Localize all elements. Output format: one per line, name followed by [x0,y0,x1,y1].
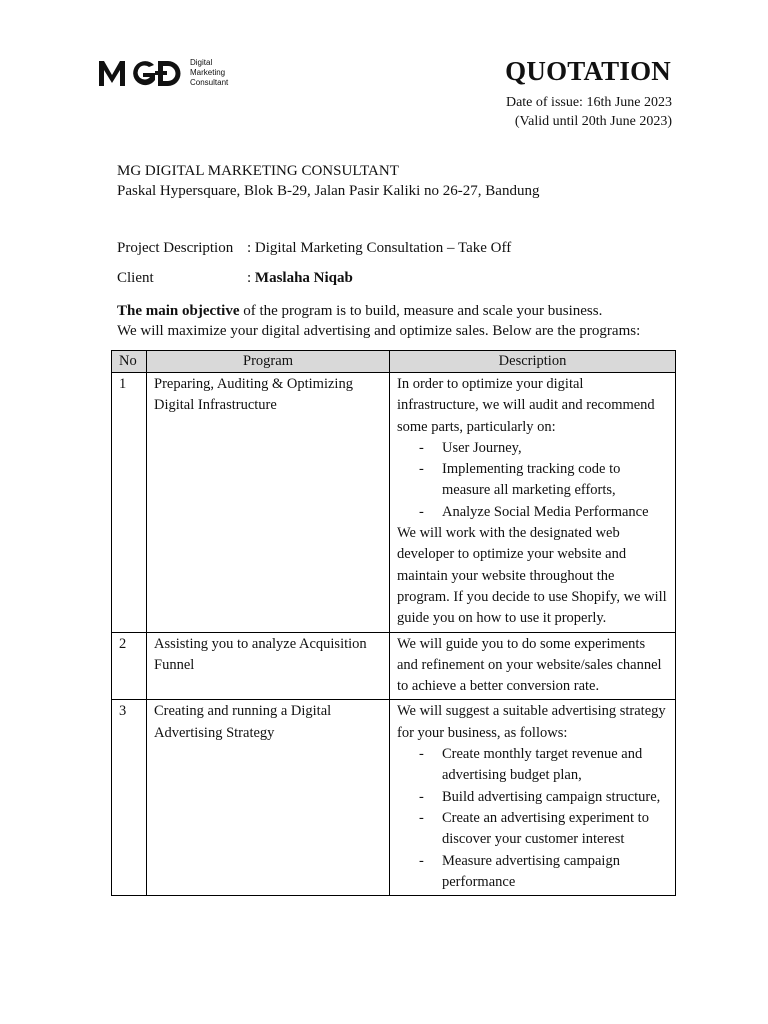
bullet-list [397,744,668,893]
objective-rest: of the program is to build, measure and scale your business. [239,303,603,319]
issue-dates [506,93,672,131]
list-item: - Measure advertising campaign performance [419,852,620,890]
header-no: No [112,351,147,373]
row-no: 1 [112,373,147,633]
bullet-list [397,438,668,523]
company-address: Paskal Hypersquare, Blok B-29, Jalan Pasir Kaliki no 26-27, Bandung [117,183,540,199]
company-logo [97,55,228,91]
description-intro: We will suggest a suitable advertising strategy for your business, as follows: [397,703,666,741]
logo-tagline: Digital Marketing Consultant [190,58,229,87]
client-row [117,270,353,287]
row-program: Assisting you to analyze Acquisition Funnel [147,632,390,700]
objective-bold: The main objective [117,303,240,319]
list-item: - Analyze Social Media Performance [419,503,649,520]
project-description-row [117,240,511,257]
row-description [390,632,676,700]
company-block [117,161,539,201]
date-of-issue: Date of issue: 16th June 2023 [505,95,672,110]
objective-line2: We will maximize your digital advertising and optimize sales. Below are the programs: [117,323,641,339]
company-name: MG DIGITAL MARKETING CONSULTANT [117,163,399,179]
objective-paragraph [117,301,677,341]
program-table [111,350,676,896]
row-description [390,700,676,896]
valid-until: (Valid until 20th June 2023) [514,114,672,129]
client-prefix: : [247,270,255,286]
row-no: 2 [112,632,147,700]
table-row [112,632,676,700]
mgd-logo-mark [97,58,185,88]
row-program: Creating and running a Digital Advertising Strategy [147,700,390,896]
description-outro: We will work with the designated web developer to optimize your website and maintain your website throughout the program. If you decide to use Shopify, we will guide you on how to use it properly. [397,525,667,627]
row-description [390,373,676,633]
list-item: - Create an advertising experiment to discover your customer interest [419,809,649,848]
header-program: Program [147,351,390,373]
list-item: - Implementing tracking code to measure all marketing efforts, [419,461,621,499]
list-item: - Create monthly target revenue and advertising budget plan, [419,746,643,784]
client-label: Client [117,270,154,286]
header-description: Description [390,351,676,373]
list-item: - Build advertising campaign structure, [419,788,661,805]
description-intro: We will guide you to do some experiments and refinement on your website/sales channel to achieve a better conversion rate. [397,635,662,695]
table-header-row [112,351,676,373]
client-name: Maslaha Niqab [254,270,353,286]
project-description-label: Project Description [117,240,234,256]
document-title: QUOTATION [505,56,671,86]
row-no: 3 [112,700,147,896]
table-row [112,700,676,896]
table-row [112,373,676,633]
description-intro: In order to optimize your digital infrastructure, we will audit and recommend some parts, particularly on: [397,376,655,435]
row-program: Preparing, Auditing & Optimizing Digital Infrastructure [147,373,390,633]
project-description-value: : Digital Marketing Consultation – Take Off [247,240,512,256]
list-item: - User Journey, [419,439,522,456]
